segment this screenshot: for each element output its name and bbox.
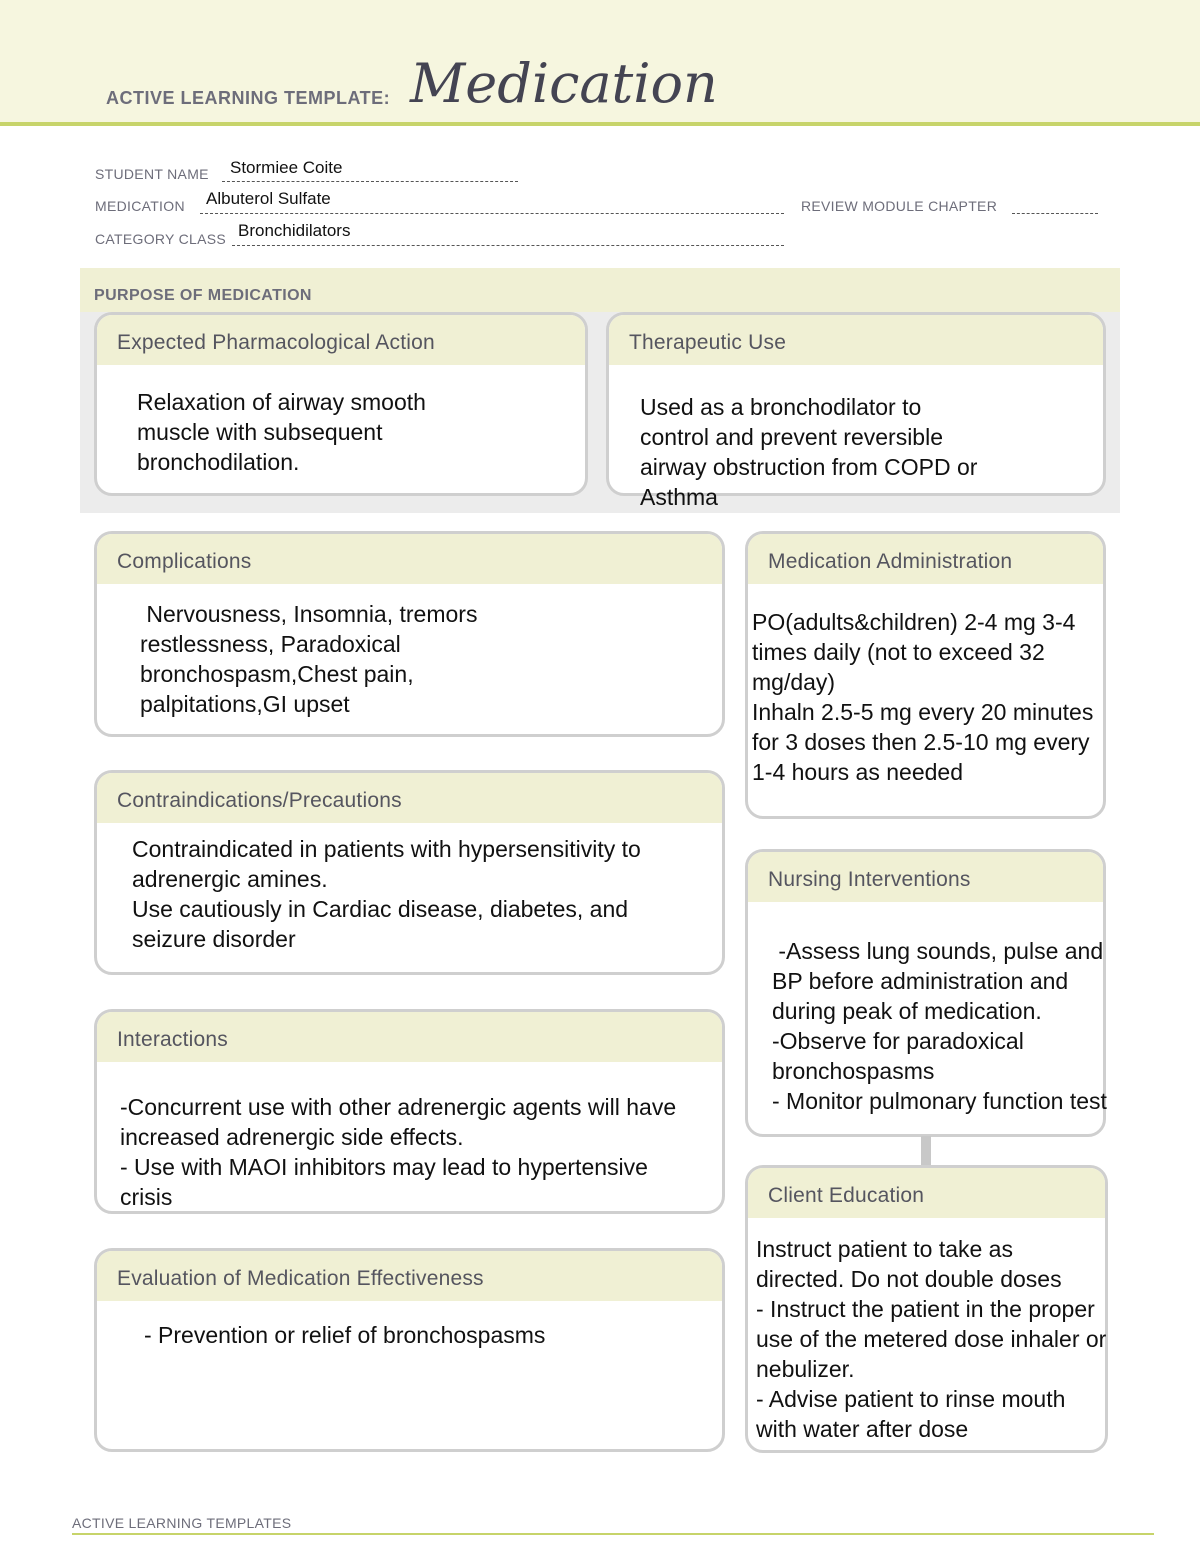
medication-administration-text[interactable]: PO(adults&children) 2-4 mg 3-4 times daily (not to exceed 32 mg/day) Inhaln 2.5-5 mg every 20 minutes for 3 doses then 2.5-10 mg every 1-4 hours as needed: [752, 609, 1094, 785]
client-education-text[interactable]: Instruct patient to take as directed. Do not double doses - Instruct the patient in the proper use of the metered dose inhaler or nebulizer. - Advise patient to rinse mouth with water after dose: [756, 1236, 1107, 1442]
expected-action-box: [94, 312, 588, 496]
footer-label: ACTIVE LEARNING TEMPLATES: [72, 1515, 292, 1531]
medication-line: [200, 213, 784, 214]
complications-text[interactable]: Nervousness, Insomnia, tremors restlessness, Paradoxical bronchospasm,Chest pain, palpitations,GI upset: [140, 601, 478, 717]
nursing-interventions-title: Nursing Interventions: [748, 852, 1103, 902]
header-rule: [0, 122, 1200, 126]
contraindications-text[interactable]: Contraindicated in patients with hypersensitivity to adrenergic amines. Use cautiously in Cardiac disease, diabetes, and seizure disorder: [132, 836, 641, 952]
expected-action-title: Expected Pharmacological Action: [97, 315, 585, 365]
student-name-line: [222, 181, 518, 182]
therapeutic-use-box: [606, 312, 1106, 510]
purpose-label: PURPOSE OF MEDICATION: [94, 287, 312, 304]
header-label: ACTIVE LEARNING TEMPLATE:: [106, 88, 391, 108]
complications-title: Complications: [97, 534, 722, 584]
page-title: Medication: [410, 52, 718, 115]
evaluation-text[interactable]: - Prevention or relief of bronchospasms: [144, 1322, 546, 1348]
medication-field[interactable]: Albuterol Sulfate: [206, 189, 331, 208]
box-connector: [921, 1136, 931, 1166]
category-class-label: CATEGORY CLASS: [95, 231, 227, 247]
client-education-title: Client Education: [748, 1168, 1105, 1218]
contraindications-title: Contraindications/Precautions: [97, 773, 722, 823]
review-module-label: REVIEW MODULE CHAPTER: [801, 198, 998, 214]
therapeutic-use-text[interactable]: Used as a bronchodilator to control and prevent reversible airway obstruction from COPD or Asthma: [640, 394, 978, 510]
category-class-field[interactable]: Bronchidilators: [238, 221, 351, 240]
evaluation-box: [94, 1248, 725, 1452]
medication-administration-title: Medication Administration: [748, 534, 1103, 584]
client-education-box: [745, 1165, 1108, 1453]
student-name-label: STUDENT NAME: [95, 166, 209, 182]
therapeutic-use-title: Therapeutic Use: [609, 315, 1103, 365]
medication-label: MEDICATION: [95, 198, 185, 214]
complications-box: [94, 531, 725, 737]
interactions-text[interactable]: -Concurrent use with other adrenergic agents will have increased adrenergic side effects. - Use with MAOI inhibitors may lead to hypertensive crisis: [120, 1094, 677, 1210]
evaluation-title: Evaluation of Medication Effectiveness: [97, 1251, 722, 1301]
medication-administration-box: [745, 531, 1106, 819]
nursing-interventions-box: [745, 849, 1106, 1137]
interactions-box: [94, 1009, 725, 1214]
nursing-interventions-text[interactable]: -Assess lung sounds, pulse and BP before administration and during peak of medication. -Observe for paradoxical bronchospasms - Monitor pulmonary function test: [772, 938, 1107, 1114]
interactions-title: Interactions: [97, 1012, 722, 1062]
student-name-field[interactable]: Stormiee Coite: [230, 158, 343, 177]
review-module-line: [1012, 213, 1098, 214]
category-class-line: [232, 245, 784, 246]
contraindications-box: [94, 770, 725, 975]
expected-action-text[interactable]: Relaxation of airway smooth muscle with subsequent bronchodilation.: [137, 389, 426, 475]
footer-rule: [72, 1533, 1154, 1535]
